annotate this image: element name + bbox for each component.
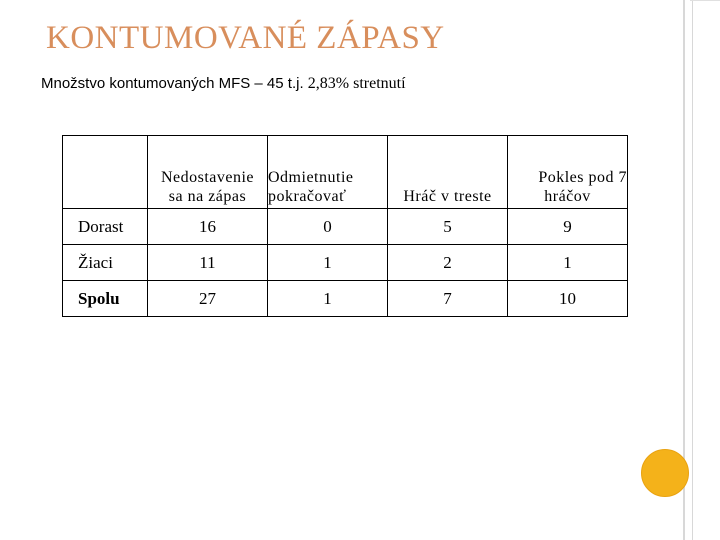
forfeit-table	[62, 135, 628, 317]
row-label: Spolu	[63, 281, 148, 317]
header-line: Odmietnutie	[268, 169, 354, 186]
header-line: sa na zápas	[168, 188, 247, 205]
header-line: Hráč v treste	[403, 188, 492, 205]
slide-border-line	[692, 0, 693, 540]
table-cell: 1	[508, 245, 628, 281]
table-cell: 0	[268, 209, 388, 245]
table-header-row	[63, 136, 628, 209]
slide-border-line	[690, 0, 720, 1]
table-cell: 10	[508, 281, 628, 317]
table-cell: 2	[388, 245, 508, 281]
table-cell: 1	[268, 281, 388, 317]
header-line: Pokles pod 7	[538, 169, 627, 186]
header-line: Nedostavenie	[160, 169, 255, 186]
slide-title: KONTUMOVANÉ ZÁPASY	[46, 20, 445, 56]
header-line: hráčov	[544, 188, 591, 205]
table-row	[63, 209, 628, 245]
row-label: Dorast	[63, 209, 148, 245]
subtitle-rest: 2,83% stretnutí	[307, 75, 406, 92]
table-cell: 16	[148, 209, 268, 245]
table-cell: 11	[148, 245, 268, 281]
header-no-show	[148, 136, 268, 209]
row-label: Žiaci	[63, 245, 148, 281]
table-cell: 5	[388, 209, 508, 245]
table-cell: 1	[268, 245, 388, 281]
header-blank-cell	[63, 136, 148, 209]
header-refused	[268, 136, 388, 209]
header-player-penalty	[388, 136, 508, 209]
table-row	[63, 245, 628, 281]
table-cell: 27	[148, 281, 268, 317]
table-cell: 7	[388, 281, 508, 317]
table-row	[63, 281, 628, 317]
table-cell: 9	[508, 209, 628, 245]
orange-circle-decoration	[641, 449, 689, 497]
slide-subtitle	[41, 75, 406, 93]
subtitle-lead: Množstvo kontumovaných MFS – 45 t.j.	[41, 75, 308, 92]
header-line: pokračovať	[268, 188, 347, 205]
header-below-seven	[508, 136, 628, 209]
